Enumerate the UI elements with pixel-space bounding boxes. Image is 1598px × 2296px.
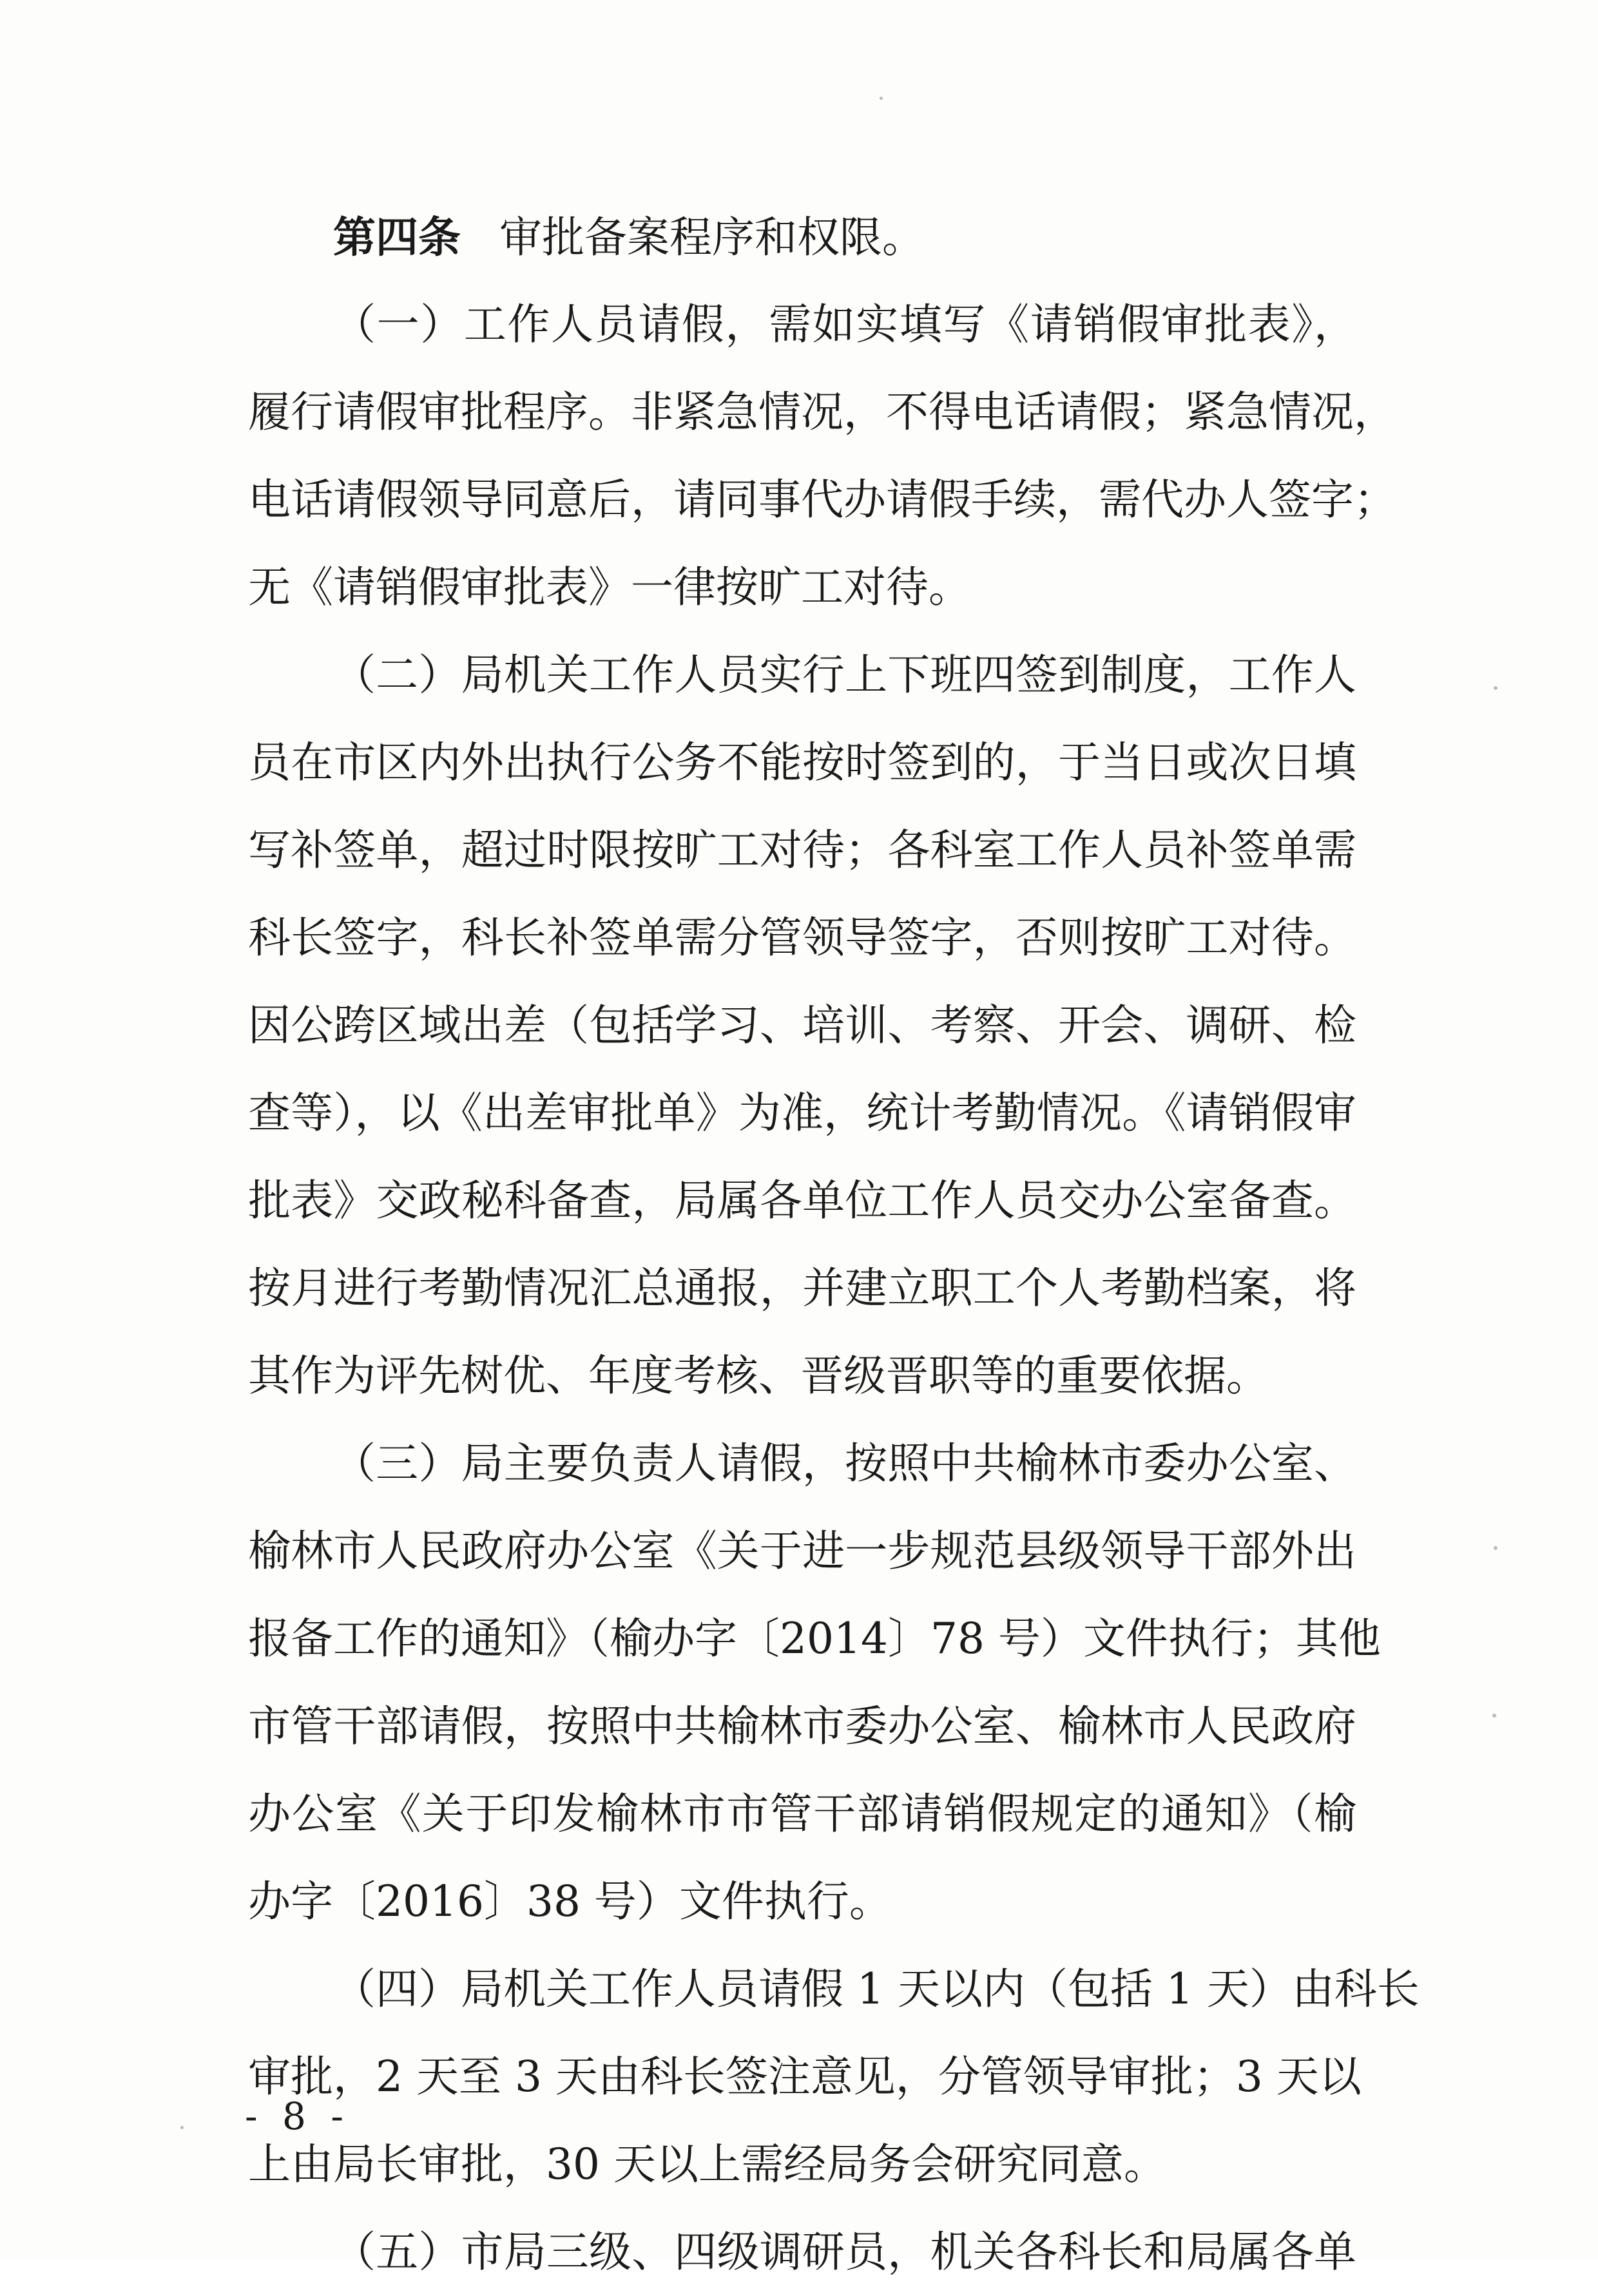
paragraph-line: 批表》交政秘科备查，局属各单位工作人员交办公室备查。 bbox=[248, 1176, 1356, 1225]
article-heading-line bbox=[248, 193, 1356, 281]
article-heading: 第四条 bbox=[333, 212, 461, 262]
paragraph-line: 上由局长审批，30 天以上需经局务会研究同意。 bbox=[248, 2139, 1166, 2189]
paragraph-line: （二）局机关工作人员实行上下班四签到制度，工作人 bbox=[333, 650, 1356, 700]
scan-speck bbox=[180, 2126, 184, 2129]
paragraph-line: 科长签字，科长补签单需分管领导签字，否则按旷工对待。 bbox=[248, 913, 1356, 962]
paragraph-line: 按月进行考勤情况汇总通报，并建立职工个人考勤档案，将 bbox=[248, 1263, 1356, 1313]
paragraph-line: （五）市局三级、四级调研员，机关各科长和局属各单 bbox=[333, 2227, 1356, 2277]
page-number: - 8 - bbox=[245, 2094, 350, 2138]
article-title: 审批备案程序和权限。 bbox=[499, 213, 925, 262]
paragraph-line: 市管干部请假，按照中共榆林市委办公室、榆林市人民政府 bbox=[248, 1701, 1356, 1751]
paragraph-line: 因公跨区域出差（包括学习、培训、考察、开会、调研、检 bbox=[248, 1000, 1356, 1050]
paragraph-line: 办字〔2016〕38 号）文件执行。 bbox=[248, 1877, 892, 1926]
paragraph-line: （四）局机关工作人员请假 1 天以内（包括 1 天）由科长 bbox=[333, 1964, 1420, 2014]
scan-speck bbox=[880, 97, 883, 100]
scan-speck bbox=[1494, 1546, 1497, 1550]
paragraph-line: （三）局主要负责人请假，按照中共榆林市委办公室、 bbox=[333, 1439, 1356, 1488]
paragraph-line: 报备工作的通知》（榆办字〔2014〕78 号）文件执行；其他 bbox=[248, 1614, 1381, 1663]
paragraph-line: 查等），以《出差审批单》为准，统计考勤情况。《请销假审 bbox=[248, 1088, 1356, 1138]
paragraph-line: （一）工作人员请假，需如实填写《请销假审批表》， bbox=[333, 300, 1356, 349]
paragraph-line: 员在市区内外出执行公务不能按时签到的，于当日或次日填 bbox=[248, 738, 1356, 787]
paragraph-line: 榆林市人民政府办公室《关于进一步规范县级领导干部外出 bbox=[248, 1526, 1356, 1576]
scan-speck bbox=[1492, 1714, 1496, 1717]
paragraph-line: 电话请假领导同意后，请同事代办请假手续，需代办人签字； bbox=[248, 475, 1396, 524]
paragraph-line: 写补签单，超过时限按旷工对待；各科室工作人员补签单需 bbox=[248, 825, 1356, 875]
scan-speck bbox=[1494, 686, 1497, 690]
paragraph-line: 履行请假审批程序。非紧急情况，不得电话请假；紧急情况， bbox=[248, 387, 1396, 437]
document-body bbox=[248, 193, 1420, 2296]
paragraph-line: 办公室《关于印发榆林市市管干部请销假规定的通知》（榆 bbox=[248, 1789, 1356, 1839]
paragraph-line: 审批，2 天至 3 天由科长签注意见，分管领导审批；3 天以 bbox=[248, 2052, 1362, 2101]
paragraph-line: 无《请销假审批表》一律按旷工对待。 bbox=[248, 562, 971, 612]
paragraph-line: 其作为评先树优、年度考核、晋级晋职等的重要依据。 bbox=[248, 1351, 1269, 1401]
